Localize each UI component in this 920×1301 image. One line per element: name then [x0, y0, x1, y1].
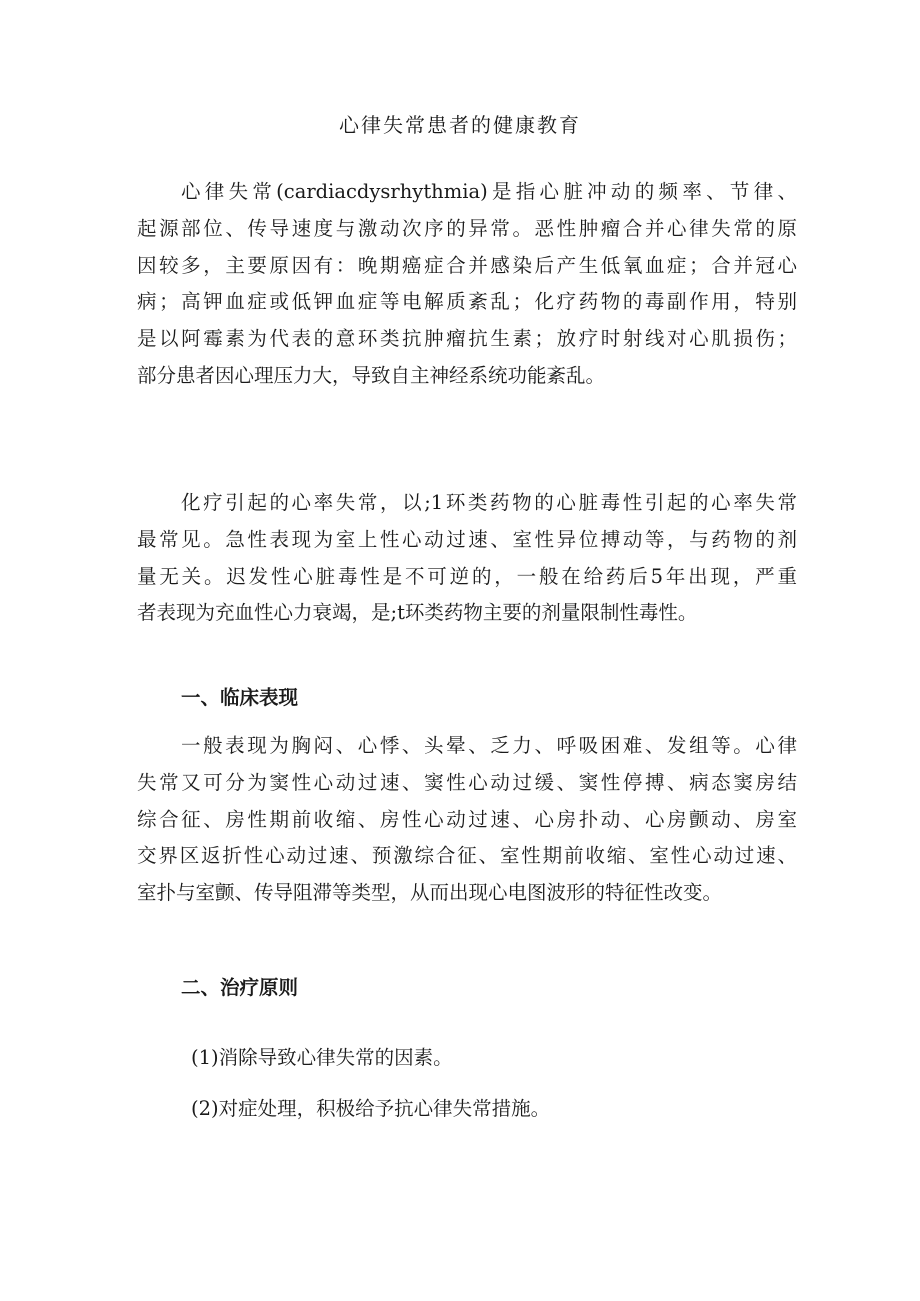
paragraph-line: 部分患者因心理压力大，导致自主神经系统功能紊乱。 [137, 363, 606, 387]
paragraph-line: 是以阿霉素为代表的意环类抗肿瘤抗生素；放疗时射线对心肌损伤； [137, 327, 797, 351]
paragraph-clinical-manifestations [137, 728, 797, 912]
paragraph-line: 心律失常(cardiacdysrhythmia)是指心脏冲动的频率、节律、 [181, 180, 797, 203]
paragraph-chemotherapy-arrhythmia [137, 485, 797, 632]
paragraph-line: 因较多，主要原因有：晚期癌症合并感染后产生低氧血症；合并冠心 [137, 253, 797, 277]
paragraph-cardiac-dysrhythmia-definition [137, 174, 797, 395]
paragraph-line: 量无关。迟发性心脏毒性是不可逆的，一般在给药后5年出现，严重 [137, 564, 797, 588]
paragraph-line: 起源部位、传导速度与激动次序的异常。恶性肿瘤合并心律失常的原 [137, 216, 797, 240]
paragraph-line: 一般表现为胸闷、心悸、头晕、乏力、呼吸困难、发组等。心律 [181, 734, 797, 757]
paragraph-line: 者表现为充血性心力衰竭，是;t环类药物主要的剂量限制性毒性。 [137, 601, 698, 625]
list-item: (2)对症处理，积极给予抗心律失常措施。 [191, 1097, 551, 1120]
paragraph-line: 最常见。急性表现为室上性心动过速、室性异位搏动等，与药物的剂 [137, 527, 797, 551]
paragraph-line: 失常又可分为窦性心动过速、窦性心动过缓、窦性停搏、病态窦房结 [137, 770, 797, 794]
section-heading-treatment-principles: 二、治疗原则 [181, 976, 299, 999]
list-item: (1)消除导致心律失常的因素。 [191, 1046, 453, 1069]
paragraph-line: 病；高钾血症或低钾血症等电解质紊乱；化疗药物的毒副作用，特别 [137, 290, 797, 314]
paragraph-line: 化疗引起的心率失常，以;1环类药物的心脏毒性引起的心率失常 [181, 491, 797, 514]
paragraph-line: 综合征、房性期前收缩、房性心动过速、心房扑动、心房颤动、房室 [137, 807, 797, 831]
paragraph-line: 室扑与室颤、传导阻滞等类型，从而出现心电图波形的特征性改变。 [137, 881, 723, 905]
section-heading-clinical-manifestations: 一、临床表现 [181, 686, 299, 709]
paragraph-line: 交界区返折性心动过速、预激综合征、室性期前收缩、室性心动过速、 [137, 844, 797, 868]
document-title: 心律失常患者的健康教育 [339, 113, 581, 137]
